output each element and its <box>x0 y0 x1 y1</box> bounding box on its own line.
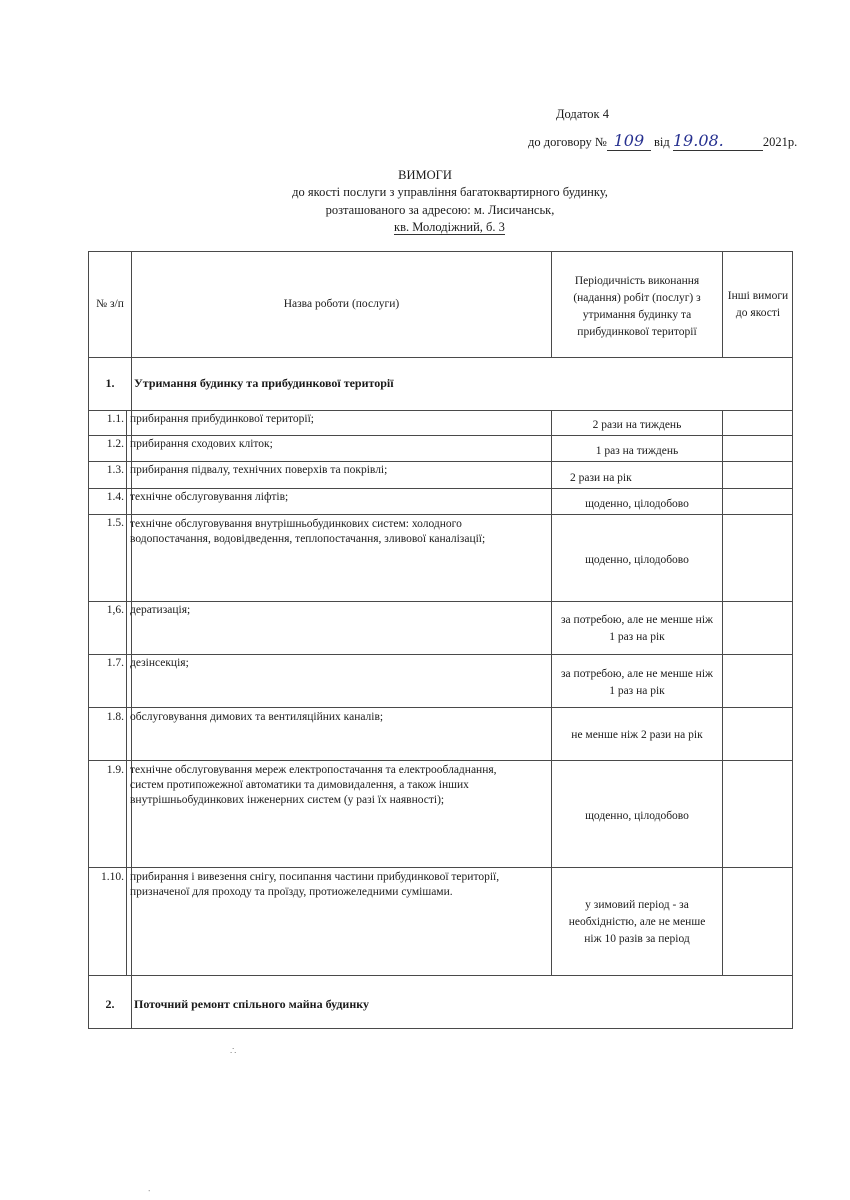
row-frequency: 1 раз на тиждень <box>595 445 679 457</box>
scan-speck: ∴ <box>230 1046 237 1057</box>
row-number: 1.7. <box>106 657 124 669</box>
title-line-3: кв. Молодіжний, б. 3 <box>394 220 505 234</box>
contract-number: 109 <box>613 131 645 150</box>
row-name-line: систем протипожежної автоматики та димовидалення, а також інших <box>130 779 469 791</box>
row-name: технічне обслуговування ліфтів; <box>130 491 289 503</box>
row-frequency-line: за потребою, але не менше ніж <box>561 614 713 626</box>
scan-speck: ∙ <box>148 1186 151 1197</box>
row-frequency: 2 рази на рік <box>570 472 632 484</box>
row-frequency: щоденно, цілодобово <box>585 810 689 822</box>
col-header-number: № з/п <box>96 298 124 310</box>
row-frequency: щоденно, цілодобово <box>585 554 689 566</box>
title-line-1: до якості послуги з управління багатоквартирного будинку, <box>292 185 608 199</box>
row-number: 1,6. <box>106 604 124 616</box>
row-frequency-line: необхідністю, але не менше <box>568 916 706 928</box>
row-number: 1.2. <box>106 438 124 450</box>
row-frequency: щоденно, цілодобово <box>585 498 689 510</box>
title-line-2: розташованого за адресою: м. Лисичанськ, <box>325 203 555 217</box>
section-number: 1. <box>105 376 115 390</box>
col-header-other: Інші вимоги до якості <box>727 290 789 319</box>
row-name: прибирання підвалу, технічних поверхів та покрівлі; <box>130 464 388 476</box>
contract-year: 2021р. <box>762 135 798 149</box>
row-frequency-line: за потребою, але не менше ніж <box>561 668 713 680</box>
col-header-frequency: Періодичність виконання (надання) робіт (послуг) з утримання будинку та прибудинкової території <box>573 275 701 338</box>
document-heading: ВИМОГИ <box>398 168 452 182</box>
row-name-line: водопостачання, водовідведення, теплопостачання, зливової каналізації; <box>130 533 486 545</box>
row-name: обслуговування димових та вентиляційних каналів; <box>130 711 384 723</box>
row-frequency-line: у зимовий період - за <box>585 899 689 911</box>
from-word: від <box>654 135 670 149</box>
contract-prefix: до договору № <box>528 135 607 149</box>
row-number: 1.9. <box>106 764 124 776</box>
row-frequency-line: 1 раз на рік <box>609 631 665 643</box>
row-number: 1.3. <box>106 464 124 476</box>
row-name-line: прибирання і вивезення снігу, посипання частини прибудинкової території, <box>130 871 500 883</box>
row-name: прибирання сходових кліток; <box>130 438 273 450</box>
annex-label: Додаток 4 <box>556 107 609 121</box>
contract-date: 19.08. <box>672 131 724 150</box>
row-number: 1.5. <box>106 517 124 529</box>
row-frequency: 2 рази на тиждень <box>592 419 682 431</box>
row-number: 1.10. <box>101 871 124 883</box>
row-name: дезінсекція; <box>130 657 189 669</box>
section-title: Утримання будинку та прибудинкової території <box>134 376 394 390</box>
row-name: прибирання прибудинкової території; <box>130 413 314 425</box>
row-name: дератизація; <box>130 604 191 616</box>
row-name-line: технічне обслуговування мереж електропостачання та електрообладнання, <box>130 764 497 776</box>
col-header-name: Назва роботи (послуги) <box>283 298 400 310</box>
row-name-line: технічне обслуговування внутрішньобудинкових систем: холодного <box>130 518 462 530</box>
row-frequency-line: ніж 10 разів за період <box>584 933 690 945</box>
row-number: 1.1. <box>106 413 124 425</box>
row-number: 1.8. <box>106 711 124 723</box>
row-number: 1.4. <box>106 491 124 503</box>
row-frequency-line: 1 раз на рік <box>609 685 665 697</box>
section-number: 2. <box>105 997 115 1011</box>
row-name-line: внутрішньобудинкових інженерних систем (у разі їх наявності); <box>130 794 445 806</box>
section-title: Поточний ремонт спільного майна будинку <box>134 997 370 1011</box>
row-name-line: призначеної для проходу та проїзду, протиожеледними сумішами. <box>130 886 453 898</box>
row-frequency: не менше ніж 2 рази на рік <box>571 729 703 741</box>
